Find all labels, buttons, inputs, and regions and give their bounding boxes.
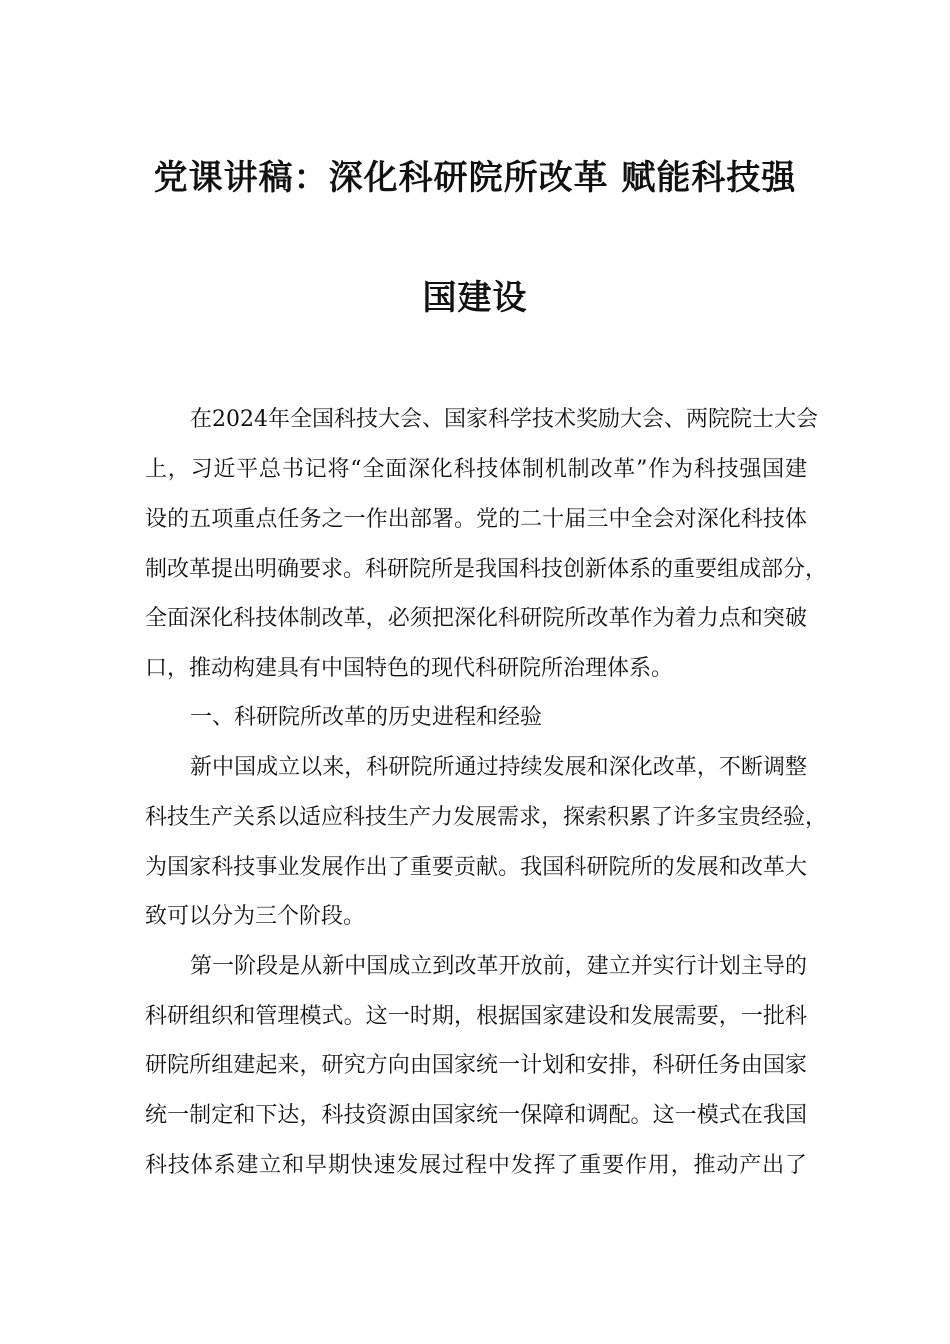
section-heading: 一、科研院所改革的历史进程和经验 [190,705,543,730]
paragraph-line: 第一阶段是从新中国成立到改革开放前，建立并实行计划主导的 [190,954,807,979]
paragraph-line: 为国家科技事业发展作出了重要贡献。我国科研院所的发展和改革大 [145,855,807,880]
paragraph-line: 上，习近平总书记将“全面深化科技体制机制改革”作为科技强国建 [145,457,807,482]
paragraph-line: 全面深化科技体制改革，必须把深化科研院所改革作为着力点和突破 [145,606,807,631]
paragraph-line: 科技生产关系以适应科技生产力发展需求，探索积累了许多宝贵经验， [145,805,828,830]
paragraph-line: 科研组织和管理模式。这一时期，根据国家建设和发展需要，一批科 [145,1004,807,1029]
paragraph-line: 统一制定和下达，科技资源由国家统一保障和调配。这一模式在我国 [145,1103,807,1128]
document-title-line-2: 国建设 [422,278,528,318]
paragraph-line: 设的五项重点任务之一作出部署。党的二十届三中全会对深化科技体 [145,507,807,532]
paragraph-line: 科技体系建立和早期快速发展过程中发挥了重要作用，推动产出了 [145,1153,807,1178]
paragraph-line: 研院所组建起来，研究方向由国家统一计划和安排，科研任务由国家 [145,1053,807,1078]
paragraph-line: 口，推动构建具有中国特色的现代科研院所治理体系。 [145,656,674,681]
paragraph-line: 致可以分为三个阶段。 [145,904,366,929]
paragraph-line: 制改革提出明确要求。科研院所是我国科技创新体系的重要组成部分， [145,557,828,582]
paragraph-line: 在2024年全国科技大会、国家科学技术奖励大会、两院院士大会 [190,407,818,432]
paragraph-line: 新中国成立以来，科研院所通过持续发展和深化改革，不断调整 [190,755,807,780]
document-title-line-1: 党课讲稿：深化科研院所改革 赋能科技强 [153,158,797,198]
